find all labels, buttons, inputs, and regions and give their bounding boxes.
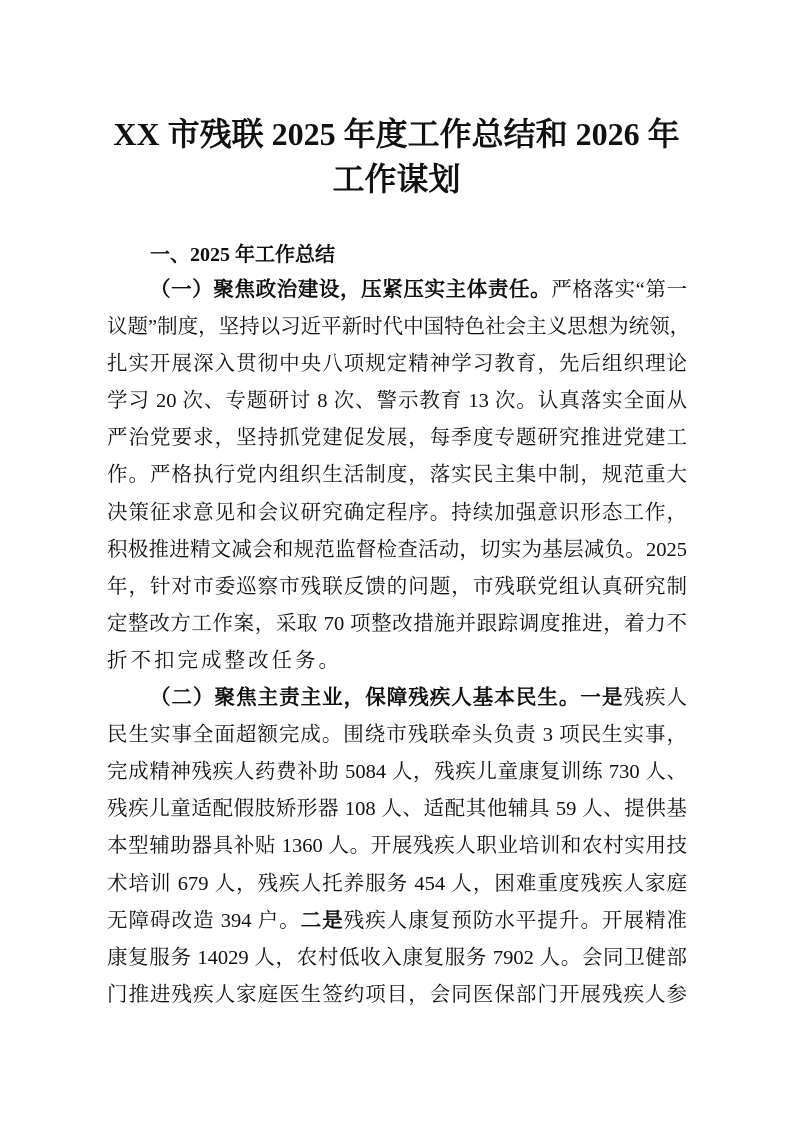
text: 完成精神残疾人药费补助 5084 人，残疾儿童康复训练 730 人、 — [107, 761, 687, 784]
paragraph-basic-livelihood — [107, 683, 687, 1017]
text-line — [107, 312, 691, 349]
text-line — [107, 423, 687, 460]
text: 严格落实“第一 — [551, 279, 687, 301]
text-line — [107, 609, 687, 646]
text-line — [107, 535, 687, 572]
document-title-line-2: 工作谋划 — [332, 161, 461, 197]
text-line — [107, 831, 687, 868]
text-line — [107, 906, 687, 943]
text-line — [107, 869, 687, 906]
text: 定整改方工作案，采取 70 项整改措施并跟踪调度推进，着力不 — [107, 612, 687, 635]
text: 残疾儿童适配假肢矫形器 108 人、适配其他辅具 59 人、提供基 — [107, 798, 687, 821]
text: 扎实开展深入贯彻中央八项规定精神学习教育，先后组织理论 — [107, 353, 687, 376]
text-line — [107, 275, 687, 312]
text: 折不扣完成整改任务。 — [107, 649, 342, 672]
text: 作。严格执行党内组织生活制度，落实民主集中制，规范重大 — [107, 464, 687, 487]
text-line — [107, 349, 687, 386]
paragraph-political-building — [107, 275, 691, 683]
section-heading: 一、2025 年工作总结 — [150, 244, 335, 266]
bold-text: 二是 — [300, 909, 344, 932]
text: 积极推进精文减会和规范监督检查活动，切实为基层减负。2025 — [107, 538, 687, 561]
text-line — [107, 460, 687, 497]
text-line — [107, 980, 687, 1017]
bold-text: （二）聚焦主责主业，保障残疾人基本民生。 — [150, 687, 581, 710]
bold-text: （一）聚焦政治建设，压紧压实主体责任。 — [150, 279, 552, 301]
text-line — [107, 498, 687, 535]
text: 议题”制度，坚持以习近平新时代中国特色社会主义思想为统领， — [107, 316, 691, 339]
text-line — [107, 386, 687, 423]
text-line — [107, 943, 687, 980]
document-body — [107, 275, 691, 1017]
text: 学习 20 次、专题研讨 8 次、警示教育 13 次。认真落实全面从 — [107, 390, 687, 413]
text: 门推进残疾人家庭医生签约项目，会同医保部门开展残疾人参 — [107, 983, 687, 1006]
text: 严治党要求，坚持抓党建促发展，每季度专题研究推进党建工 — [107, 427, 687, 450]
text-line — [107, 757, 687, 794]
text: 无障碍改造 394 户。 — [107, 909, 301, 932]
text: 年，针对市委巡察市残联反馈的问题，市残联党组认真研究制 — [107, 575, 687, 598]
bold-text: 一是 — [580, 687, 624, 710]
text: 术培训 679 人，残疾人托养服务 454 人，困难重度残疾人家庭 — [107, 872, 687, 895]
text-line — [107, 572, 687, 609]
document-title-line-1: XX 市残联 2025 年度工作总结和 2026 年 — [113, 116, 680, 152]
text: 本型辅助器具补贴 1360 人。开展残疾人职业培训和农村实用技 — [107, 835, 687, 858]
text: 残疾人康复预防水平提升。开展精准 — [343, 909, 688, 932]
text: 决策征求意见和会议研究确定程序。持续加强意识形态工作， — [107, 501, 687, 524]
text: 残疾人 — [623, 687, 688, 710]
text-line — [107, 646, 687, 683]
text-line — [107, 720, 687, 757]
text-line — [107, 794, 687, 831]
text: 民生实事全面超额完成。围绕市残联牵头负责 3 项民生实事， — [107, 724, 687, 747]
text: 康复服务 14029 人，农村低收入康复服务 7902 人。会同卫健部 — [107, 946, 687, 969]
text-line — [107, 683, 687, 720]
